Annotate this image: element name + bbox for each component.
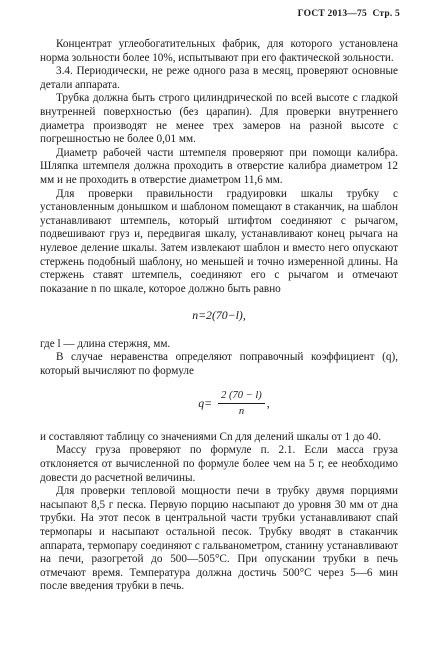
page-number: Стр. 5: [372, 9, 400, 19]
standard-number: ГОСТ 2013—75: [297, 9, 367, 19]
paragraph-rod-length: где l — длина стержня, мм.: [40, 337, 171, 350]
formula-q-fraction: [218, 389, 265, 419]
paragraph-furnace-power: Для проверки тепловой мощности печи в трубку двумя порциями насыпают 8,5 г песка. Первую порцию насыпают до уровня 30 мм от дна трубки. На этот песок в центральной части трубки устанавливают спай термопары и насыпают остальной песок. Трубку вводят в стаканчик аппарата, термопару соединяют с гальванометром, станину устанавливают на печи, разогретой до 500—505°С. При опускании трубки в печь отмечают время. Температура должна достичь 500°С через 5—6 мин после введения трубки в печь.: [40, 485, 398, 593]
paragraph-concentrate: Концентрат углеобогатительных фабрик, для которого установлена норма зольности более 10%, испытывают при его фактической зольности.: [40, 38, 398, 64]
paragraph-scale-calibration: Для проверки правильности градуировки шкалы трубку с установленным донышком и шаблоном помещают в стаканчик, на шаблон устанавливают штемпель, который штифтом соединяют с рычагом, подвешивают груз и, передвигая шкалу, устанавливают конец рычага на нулевое деление шкалы. Затем извлекают шаблон и вместо него опускают стержень подобный шаблону, но меньшей и точно измеренной длины. На стержень ставят штемпель, соединяют его с рычагом и отмечают показание n по шкале, которое должно быть равно: [40, 187, 398, 295]
page-header: [298, 9, 400, 19]
paragraph-tube: Трубка должна быть строго цилиндрической по всей высоте с гладкой внутренней поверхностью (без царапин). Для проверки внутреннего диаметра производят не менее трех замеров на разной высоте с погрешностью не более 0,01 мм.: [40, 92, 398, 146]
formula-q-denominator: n: [238, 406, 245, 418]
paragraph-correction-coefficient: В случае неравенства определяют поправочный коэффициент (q), который вычисляют по формуле: [40, 351, 398, 378]
formula-q-tail: ,: [266, 395, 270, 410]
formula-q-lhs: q=: [198, 395, 213, 410]
paragraph-stamp-diameter: Диаметр рабочей части штемпеля проверяют при помощи калибра. Шляпка штемпеля должна проходить в отверстие калибра диаметром 12 мм и не проходить в отверстие диаметром 11,6 мм.: [40, 146, 398, 186]
body-text: [40, 38, 398, 594]
paragraph-table: и составляют таблицу со значениями Сn для делений шкалы от 1 до 40.: [40, 430, 382, 443]
paragraph-load-mass: Массу груза проверяют по формуле п. 2.1. Если масса груза отклоняется от вычисленной по формуле более чем на 5 г, ее необходимо довести до расчетной величины.: [40, 444, 398, 484]
formula-q-numerator: 2 (70 − l): [218, 389, 265, 405]
formula-n: n=2(70−l),: [192, 308, 246, 323]
paragraph-section-3-4: 3.4. Периодически, не реже одного раза в месяц, проверяют основные детали аппарата.: [40, 65, 398, 91]
formula-q: [70, 389, 398, 419]
